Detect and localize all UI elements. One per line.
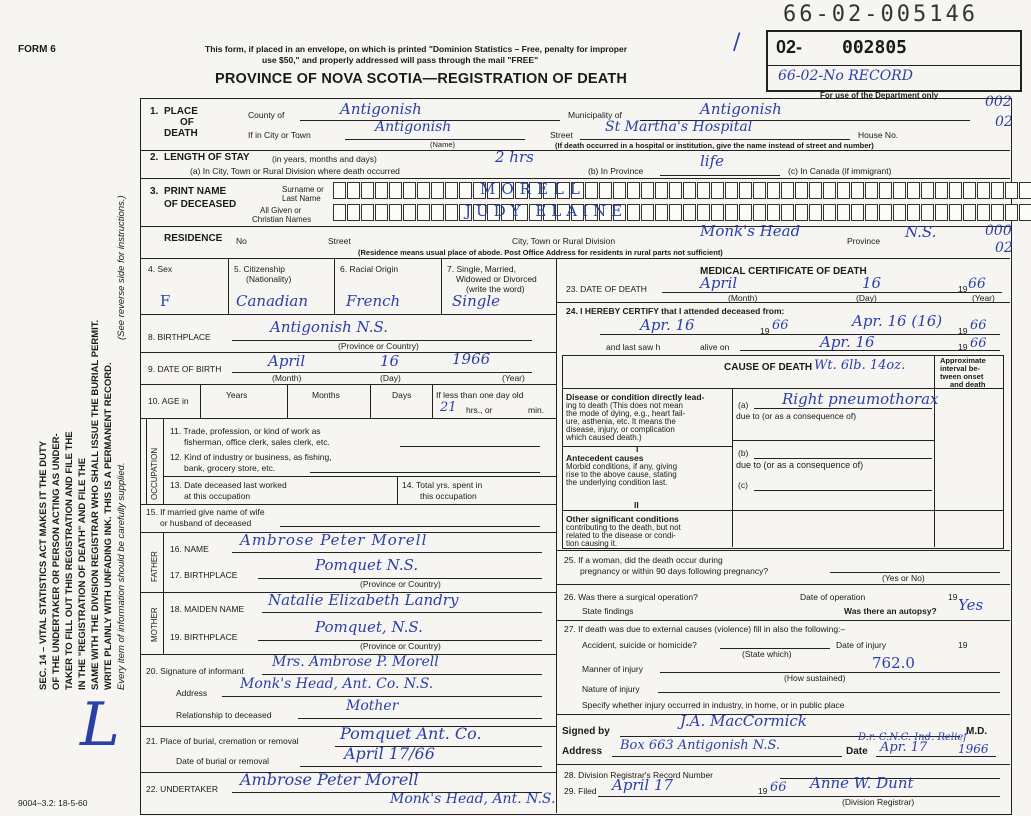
name-label-a: PRINT NAME	[164, 186, 227, 197]
mail-notice-1: This form, if placed in an envelope, on which is printed "Dominion Statistics – Free, penalty for improper	[205, 44, 628, 54]
mother-hint: (Province or Country)	[360, 641, 441, 651]
sec1-bottom	[140, 150, 1010, 151]
sec3-bottom	[140, 226, 1010, 227]
residence-city-label: City, Town or Rural Division	[512, 236, 616, 246]
dept-note: D.r. C.N.C. Ind. Relief	[858, 732, 967, 743]
mother-name-label: 18. MAIDEN NAME	[170, 604, 245, 614]
interval-1: Approximate	[940, 356, 986, 365]
given-cells	[333, 204, 1031, 221]
marital-value: Single	[452, 292, 501, 310]
city-town-label: If in City or Town	[248, 130, 311, 140]
city-value: Antigonish	[375, 119, 452, 135]
occ-12-a: 12. Kind of industry or business, as fishing,	[170, 452, 332, 462]
mail-notice-2: use $50," and properly addressed will pass through the mail "FREE"	[262, 55, 539, 65]
filed-value: April 17	[612, 776, 674, 794]
residence-no-label: No	[236, 236, 247, 246]
residence-note: (Residence means usual place of abode. Post Office Address for residents in rural parts not sufficient)	[358, 248, 723, 257]
interval-3: tween onset	[940, 372, 984, 381]
cause-due-to-1: due to (or as a consequence of)	[736, 411, 857, 421]
occ-12-line	[310, 472, 540, 473]
mother-birthplace-label: 19. BIRTHPLACE	[170, 632, 238, 642]
last-saw-date: Apr. 16	[820, 333, 875, 351]
disease-label-1: Disease or condition directly lead-	[566, 392, 705, 402]
sign-date: Apr. 17	[880, 740, 928, 755]
col-5-6	[334, 258, 335, 314]
place-label-c: DEATH	[164, 128, 198, 139]
spouse-label-b: or husband of deceased	[160, 518, 252, 528]
occ-13-b: at this occupation	[184, 491, 251, 501]
row-8-bottom	[140, 352, 556, 353]
age-months-label: Months	[312, 390, 340, 400]
signed-value: J.A. MacCormick	[680, 712, 807, 730]
attended-from-year: 66	[772, 318, 789, 333]
other-4: tion causing it.	[566, 539, 618, 548]
dept-code-4: 02	[995, 240, 1013, 256]
relationship-value: Mother	[346, 698, 399, 714]
relationship-line	[298, 718, 542, 719]
record-number-label: 28. Division Registrar's Record Number	[564, 770, 714, 780]
antecedent-4: the underlying condition last.	[566, 478, 668, 487]
surname-value: MORELL	[480, 180, 586, 198]
filed-year-pre: 19	[758, 786, 768, 796]
occupation-side-label: OCCUPATION	[150, 447, 159, 500]
findings-label: State findings	[582, 606, 634, 616]
pregnancy-label-a: 25. If a woman, did the death occur during	[564, 555, 723, 565]
undertaker-line	[232, 792, 542, 793]
marital-label-1: 7. Single, Married,	[447, 264, 516, 274]
death-date-label: 23. DATE OF DEATH	[566, 284, 647, 294]
cause-c-label: (c)	[738, 480, 748, 490]
sidebar-line-2: OF THE UNDERTAKER OR PERSON ACTING AS UNDER-	[51, 433, 62, 690]
mother-side-right	[163, 592, 164, 654]
cause-a-bottom	[732, 440, 934, 441]
cause-title: CAUSE OF DEATH	[724, 362, 813, 373]
dob-day: 16	[380, 352, 400, 370]
disease-label-6: which caused death.)	[566, 433, 642, 442]
street-line	[580, 139, 850, 140]
death-month: April	[700, 274, 738, 292]
dept-code-2: 02	[995, 114, 1013, 130]
residence-street-label: Street	[328, 236, 351, 246]
operation-label: 26. Was there a surgical operation?	[564, 592, 698, 602]
row-23-bottom	[556, 302, 1010, 303]
cause-inner-divider	[732, 388, 733, 547]
last-saw-label: and last saw h	[606, 342, 661, 352]
sex-value: F	[160, 292, 171, 310]
interval-4: and death	[950, 380, 986, 389]
occ-12-b: bank, grocery store, etc.	[184, 463, 276, 473]
attended-from: Apr. 16	[640, 316, 695, 334]
age-col-1	[200, 384, 201, 418]
occ-11-a: 11. Trade, profession, or kind of work as	[170, 426, 321, 436]
residence-city: Monk's Head	[700, 222, 801, 240]
undertaker-value: Ambrose Peter Morell	[240, 770, 419, 789]
nature-line	[658, 692, 1000, 693]
cause-a-value: Right pneumothorax	[782, 390, 939, 408]
informant-address-line	[222, 696, 542, 697]
last-saw-year: 66	[970, 336, 987, 351]
pregnancy-label-b: pregnancy or within 90 days following pregnancy?	[580, 566, 769, 576]
main-col-divider	[556, 258, 557, 813]
death-date-line	[662, 292, 1002, 293]
operation-year: 19	[948, 592, 958, 602]
reg-prefix: 02-	[776, 37, 803, 57]
occ-14-b: this occupation	[420, 491, 477, 501]
sidebar-line-8: (See reverse side for instructions.)	[116, 195, 127, 340]
dob-month-hint: (Month)	[272, 373, 302, 383]
interval-2: interval be-	[940, 364, 981, 373]
stay-c-label: (c) In Canada (if immigrant)	[788, 166, 892, 176]
county-value: Antigonish	[340, 100, 422, 118]
age-col-3	[370, 384, 371, 418]
tick-mark: /	[733, 30, 741, 55]
sidebar-line-1: SEC. 14 – VITAL STATISTICS ACT MAKES IT THE DUTY	[38, 440, 49, 690]
disease-label-5: disease, injury, or complication	[566, 425, 675, 434]
filed-line	[598, 796, 1000, 797]
sec2-bottom	[140, 178, 1010, 179]
mother-name: Natalie Elizabeth Landry	[268, 591, 459, 609]
father-birthplace-label: 17. BIRTHPLACE	[170, 570, 238, 580]
undertaker-value-2: Monk's Head, Ant. N.S.	[390, 791, 556, 807]
undertaker-label: 22. UNDERTAKER	[146, 784, 218, 794]
sex-label: 4. Sex	[148, 264, 173, 274]
operation-date-label: Date of operation	[800, 592, 866, 602]
filed-label: 29. Filed	[564, 786, 597, 796]
birthplace-hint: (Province or Country)	[338, 341, 419, 351]
occ-13-14	[397, 476, 398, 504]
occ-12-bottom	[163, 476, 556, 477]
cause-b-label: (b)	[738, 448, 749, 458]
stay-label: LENGTH OF STAY	[164, 152, 250, 163]
city-name-hint: (Name)	[430, 140, 456, 149]
state-which-hint: (State which)	[742, 649, 792, 659]
father-birthplace: Pomquet N.S.	[315, 556, 419, 574]
birthplace-value: Antigonish N.S.	[270, 318, 388, 336]
father-name-label: 16. NAME	[170, 544, 209, 554]
registrar-signature: Anne W. Dunt	[810, 774, 914, 792]
attended-line	[600, 334, 1000, 335]
last-saw-mid: alive on	[700, 342, 730, 352]
occupation-side-right	[163, 418, 164, 504]
address-value: Box 663 Antigonish N.S.	[620, 738, 781, 753]
cause-a-line	[754, 408, 932, 409]
row-4-7-bottom	[140, 314, 556, 315]
autopsy-label: Was there an autopsy?	[844, 606, 937, 616]
antecedent-1: Antecedent causes	[566, 453, 644, 463]
age-col-2	[287, 384, 288, 418]
father-hint: (Province or Country)	[360, 579, 441, 589]
sign-date-label: Date	[846, 746, 868, 757]
death-day: 16	[862, 274, 882, 292]
cause-row2-bottom	[562, 510, 1004, 511]
md-label: M.D.	[966, 726, 988, 737]
row-signed-bottom	[556, 764, 1010, 765]
reg-box-divider	[766, 65, 1020, 66]
row-9-bottom	[140, 384, 556, 385]
father-name: Ambrose Peter Morell	[240, 531, 428, 549]
marital-label-3: (write the word)	[466, 284, 525, 294]
age-years-label: Years	[226, 390, 248, 400]
occ-11-line	[400, 446, 540, 447]
form-number: FORM 6	[18, 44, 56, 55]
relationship-label: Relationship to deceased	[176, 710, 272, 720]
attended-from-19: 19	[760, 326, 770, 336]
interval-divider	[934, 355, 935, 547]
cause-head-line	[562, 388, 1004, 389]
age-hrs-value: 21	[440, 400, 457, 415]
attended-to: Apr. 16 (16)	[852, 312, 943, 330]
sidebar-line-4: IN THE "REGISTRATION OF DEATH" AND FILE THE	[77, 457, 88, 690]
attended-to-19: 19	[958, 326, 968, 336]
row-25-bottom	[556, 584, 1010, 585]
mother-name-line	[262, 612, 542, 613]
dept-use-label: For use of the Department only	[820, 91, 939, 100]
hospital-note: (If death occurred in a hospital or institution, give the name instead of street and number)	[555, 141, 874, 150]
dept-code-3: 000	[985, 223, 1012, 239]
col-4-5	[228, 258, 229, 314]
antecedent-2: Morbid conditions, if any, giving	[566, 462, 678, 471]
place-label-b: OF	[180, 117, 194, 128]
age-hrs-label: hrs., or	[466, 405, 493, 415]
birthplace-label: 8. BIRTHPLACE	[148, 332, 211, 342]
certify-label: 24. I HEREBY CERTIFY that I attended deceased from:	[566, 306, 785, 316]
informant-address-label: Address	[176, 688, 208, 698]
signed-label: Signed by	[562, 726, 610, 737]
county-label: County of	[248, 110, 285, 120]
row-10-bottom	[140, 418, 556, 419]
dept-code-1: 002	[985, 94, 1012, 110]
sidebar-line-5: SAME WITH THE DIVISION REGISTRAR WHO SHALL ISSUE THE BURIAL PERMIT.	[90, 319, 101, 690]
pregnancy-hint: (Yes or No)	[882, 573, 925, 583]
place-label-a: PLACE	[164, 106, 198, 117]
residence-province: N.S.	[905, 223, 937, 241]
cause-due-to-2: due to (or as a consequence of)	[736, 460, 864, 470]
handwritten-ref: 66-02-No RECORD	[778, 68, 913, 84]
age-days-label: Days	[392, 390, 412, 400]
surname-cells	[333, 182, 1031, 199]
attended-to-year: 66	[970, 318, 987, 333]
death-month-hint: (Month)	[728, 293, 758, 303]
informant-sig-line	[262, 674, 542, 675]
cause-row1-bottom	[562, 446, 732, 447]
death-day-hint: (Day)	[856, 293, 877, 303]
roman-ii: II	[634, 500, 639, 510]
dob-year: 1966	[452, 350, 491, 368]
filed-year: 66	[770, 780, 787, 795]
reg-number: 002805	[842, 37, 908, 58]
sign-year: 1966	[958, 742, 989, 756]
medical-title: MEDICAL CERTIFICATE OF DEATH	[700, 266, 867, 277]
racial-label: 6. Racial Origin	[340, 264, 399, 274]
dob-label: 9. DATE OF BIRTH	[148, 364, 222, 374]
dob-year-hint: (Year)	[502, 373, 525, 383]
residence-bottom	[140, 258, 1010, 259]
age-col-4	[432, 384, 433, 418]
disease-label-2: ing to death (This does not mean	[566, 401, 683, 410]
dob-month: April	[268, 352, 306, 370]
father-name-line	[232, 552, 542, 553]
industry-label: Specify whether injury occurred in industry, in home, or in public place	[582, 700, 845, 710]
top-stamp-number: 66-02-005146	[783, 2, 978, 27]
street-label: Street	[550, 130, 573, 140]
place-num: 1.	[150, 106, 159, 117]
burial-place: Pomquet Ant. Co.	[340, 724, 482, 743]
citizenship-value: Canadian	[236, 292, 309, 310]
roman-i: I	[636, 444, 639, 454]
burial-place-label: 21. Place of burial, cremation or removal	[146, 736, 299, 746]
spouse-line	[280, 526, 540, 527]
injury-date-label: Date of injury	[836, 640, 887, 650]
burial-date-label: Date of burial or removal	[176, 756, 270, 766]
occupation-side-line	[146, 418, 147, 504]
residence-province-label: Province	[847, 236, 881, 246]
row-occ-bottom	[140, 504, 556, 505]
disease-label-4: ure, asthenia, etc. It means the	[566, 417, 676, 426]
cause-a-label: (a)	[738, 400, 749, 410]
municipality-value: Antigonish	[700, 100, 782, 118]
mother-side-label: MOTHER	[150, 607, 159, 642]
citizenship-hint: (Nationality)	[246, 274, 292, 284]
burial-date-line	[300, 766, 542, 767]
death-year-pre: 19	[958, 284, 968, 294]
autopsy-value: Yes	[958, 596, 984, 614]
sidebar-line-7: Every item of information should be carefully supplied.	[116, 462, 127, 690]
informant-sig: Mrs. Ambrose P. Morell	[272, 654, 439, 670]
municipality-label: Municipality of	[568, 110, 622, 120]
external-label: 27. If death was due to external causes (violence) fill in also the following:–	[564, 624, 846, 634]
stay-a-label: (a) In City, Town or Rural Division where death occurred	[190, 166, 400, 176]
occ-13-a: 13. Date deceased last worked	[170, 480, 287, 490]
stay-num: 2.	[150, 152, 159, 163]
stay-b-label: (b) In Province	[588, 166, 644, 176]
last-saw-line	[740, 350, 1000, 351]
age-min-label: min.	[528, 405, 545, 415]
col-6-7	[441, 258, 442, 314]
father-side-right	[163, 532, 164, 592]
surname-label: Surname or	[282, 185, 324, 194]
sign-date-line	[876, 756, 996, 757]
informant-sig-label: 20. Signature of informant	[146, 666, 244, 676]
cause-c-line	[754, 490, 932, 491]
disease-label-3: the mode of dying, e.g., heart fail-	[566, 409, 686, 418]
address-label: Address	[562, 746, 603, 757]
stay-b-value: life	[700, 152, 725, 170]
mother-birthplace: Pomquet, N.S.	[315, 618, 423, 636]
death-year: 66	[968, 276, 986, 292]
residence-label: RESIDENCE	[164, 233, 223, 244]
manner-code: 762.0	[872, 654, 915, 672]
stay-a-value: 2 hrs	[495, 148, 534, 166]
name-num: 3.	[150, 186, 159, 197]
stay-b-line	[660, 175, 780, 176]
big-handwritten-mark: L	[80, 690, 120, 760]
how-sustained-hint: (How sustained)	[784, 673, 846, 683]
occ-11-b: fisherman, office clerk, sales clerk, etc.	[184, 437, 330, 447]
surname-label-2: Last Name	[282, 194, 321, 203]
burial-date: April 17/66	[344, 744, 435, 763]
sidebar-line-3: TAKER TO FILL OUT THIS REGISTRATION AND FILE THE	[64, 431, 75, 690]
form-title: PROVINCE OF NOVA SCOTIA—REGISTRATION OF DEATH	[215, 71, 628, 87]
spouse-label-a: 15. If married give name of wife	[146, 507, 265, 517]
nature-label: Nature of injury	[582, 684, 640, 694]
accident-label: Accident, suicide or homicide?	[582, 640, 697, 650]
manner-label: Manner of injury	[582, 664, 643, 674]
given-label-2: Christian Names	[252, 215, 312, 224]
other-1: Other significant conditions	[566, 514, 679, 524]
death-year-hint: (Year)	[972, 293, 995, 303]
cause-b-line	[754, 458, 932, 459]
age-label: 10. AGE in	[148, 396, 189, 406]
marital-label-2: Widowed or Divorced	[456, 274, 537, 284]
informant-address: Monk's Head, Ant. Co. N.S.	[240, 676, 434, 692]
registrar-hint: (Division Registrar)	[842, 797, 915, 807]
cause-weight-note: Wt. 6lb. 14oz.	[814, 358, 906, 373]
citizenship-label: 5. Citizenship	[234, 264, 286, 274]
row-cause-bottom	[556, 550, 1010, 551]
father-side-label: FATHER	[150, 551, 159, 582]
given-label: All Given or	[260, 206, 302, 215]
antecedent-3: rise to the above cause, stating	[566, 470, 677, 479]
house-label: House No.	[858, 130, 899, 140]
given-value: JUDY ELAINE	[465, 202, 628, 220]
dob-day-hint: (Day)	[380, 373, 401, 383]
address-line	[612, 756, 842, 757]
last-saw-19: 19	[958, 342, 968, 352]
other-3: related to the disease or condi-	[566, 531, 676, 540]
name-label-b: OF DECEASED	[164, 199, 237, 210]
row-26-bottom	[556, 620, 1010, 621]
sidebar-line-6: WRITE PLAINLY WITH UNFADING INK. THIS IS A PERMANENT RECORD.	[103, 362, 114, 690]
injury-year: 19	[958, 640, 968, 650]
age-less-label: If less than one day old	[436, 390, 524, 400]
stay-sub: (in years, months and days)	[272, 154, 377, 164]
racial-value: French	[346, 292, 401, 310]
other-2: contributing to the death, but not	[566, 523, 681, 532]
footer-code: 9004–3.2: 18-5-60	[18, 798, 88, 808]
occ-14-a: 14. Total yrs. spent in	[402, 480, 483, 490]
street-value: St Martha's Hospital	[605, 119, 753, 135]
